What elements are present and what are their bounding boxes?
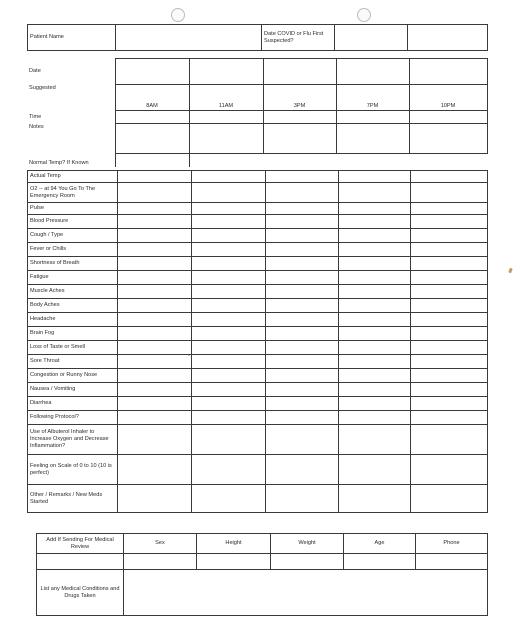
symptom-entry-cell[interactable] (192, 171, 266, 183)
age-header: Age (344, 534, 416, 554)
symptom-entry-cell[interactable] (266, 383, 339, 397)
symptom-entry-cell[interactable] (411, 299, 488, 313)
symptom-label: Body Aches (28, 299, 118, 313)
symptom-entry-cell[interactable] (192, 299, 266, 313)
symptom-entry-cell[interactable] (411, 369, 488, 383)
symptom-label: Nausea / Vomiting (28, 383, 118, 397)
symptom-entry-cell[interactable] (411, 485, 488, 513)
medical-review-table (36, 533, 488, 616)
symptom-entry-cell[interactable] (411, 285, 488, 299)
patient-name-label: Patient Name (28, 25, 116, 51)
symptom-label: Blood Pressure (28, 215, 118, 229)
symptom-entry-cell[interactable] (411, 425, 488, 455)
symptom-label: Diarrhea (28, 397, 118, 411)
symptom-entry-cell[interactable] (192, 203, 266, 215)
symptom-entry-cell[interactable] (266, 327, 339, 341)
symptom-entry-cell[interactable] (192, 383, 266, 397)
symptom-entry-cell[interactable] (192, 215, 266, 229)
symptom-entry-cell[interactable] (118, 285, 192, 299)
symptom-label: Actual Temp (28, 171, 118, 183)
symptom-entry-cell[interactable] (266, 313, 339, 327)
symptom-entry-cell[interactable] (192, 327, 266, 341)
symptom-entry-cell[interactable] (118, 257, 192, 271)
sex-field[interactable] (124, 554, 197, 570)
symptom-entry-cell[interactable] (411, 257, 488, 271)
time-cell[interactable] (336, 111, 409, 124)
symptom-row (28, 299, 488, 313)
date-cell[interactable] (409, 59, 487, 85)
symptom-label: O2 -- at 94 You Go To The Emergency Room (28, 183, 118, 203)
time-10pm: 10PM (409, 85, 487, 111)
symptom-entry-cell[interactable] (118, 425, 192, 455)
symptom-entry-cell[interactable] (339, 485, 411, 513)
symptom-row (28, 229, 488, 243)
symptom-entry-cell[interactable] (339, 299, 411, 313)
symptom-entry-cell[interactable] (118, 271, 192, 285)
symptom-label: Other / Remarks / New Meds Started (28, 485, 118, 513)
time-cell[interactable] (189, 111, 263, 124)
symptom-entry-cell[interactable] (411, 203, 488, 215)
time-label: Time (29, 113, 42, 120)
notes-cell[interactable] (189, 124, 263, 154)
symptom-entry-cell[interactable] (266, 411, 339, 425)
symptom-row (28, 397, 488, 411)
sex-header: Sex (124, 534, 197, 554)
symptom-row (28, 203, 488, 215)
symptom-entry-cell[interactable] (339, 203, 411, 215)
symptom-entry-cell[interactable] (118, 355, 192, 369)
schedule-table (27, 58, 488, 167)
symptom-entry-cell[interactable] (118, 397, 192, 411)
symptom-entry-cell[interactable] (118, 229, 192, 243)
time-3pm: 3PM (263, 85, 336, 111)
symptom-row (28, 425, 488, 455)
normal-temp-label: Normal Temp? If Known (29, 159, 89, 166)
symptom-entry-cell[interactable] (118, 341, 192, 355)
date-cell[interactable] (189, 59, 263, 85)
symptom-row (28, 369, 488, 383)
symptom-row (28, 313, 488, 327)
date-cell[interactable] (263, 59, 336, 85)
notes-cell[interactable] (336, 124, 409, 154)
time-11am: 11AM (189, 85, 263, 111)
symptom-entry-cell[interactable] (411, 271, 488, 285)
symptom-entry-cell[interactable] (339, 425, 411, 455)
phone-header: Phone (416, 534, 488, 554)
symptom-entry-cell[interactable] (266, 257, 339, 271)
symptom-entry-cell[interactable] (266, 397, 339, 411)
symptom-entry-cell[interactable] (118, 243, 192, 257)
symptom-entry-cell[interactable] (118, 171, 192, 183)
symptom-entry-cell[interactable] (411, 397, 488, 411)
symptom-entry-cell[interactable] (192, 243, 266, 257)
symptom-row (28, 455, 488, 485)
symptom-entry-cell[interactable] (339, 355, 411, 369)
symptom-entry-cell[interactable] (118, 369, 192, 383)
symptom-entry-cell[interactable] (192, 397, 266, 411)
symptom-row (28, 485, 488, 513)
symptom-entry-cell[interactable] (192, 355, 266, 369)
symptom-entry-cell[interactable] (339, 183, 411, 203)
suggested-label: Suggested (29, 84, 56, 91)
symptom-entry-cell[interactable] (411, 171, 488, 183)
symptom-row (28, 257, 488, 271)
symptom-entry-cell[interactable] (266, 203, 339, 215)
date-cell[interactable] (336, 59, 409, 85)
time-cell[interactable] (409, 111, 487, 124)
medical-review-label: Add If Sending For Medical Review (37, 534, 124, 554)
symptom-entry-cell[interactable] (339, 455, 411, 485)
time-8am: 8AM (115, 85, 189, 111)
symptom-entry-cell[interactable] (266, 215, 339, 229)
symptom-entry-cell[interactable] (192, 285, 266, 299)
punch-hole-right (357, 8, 371, 22)
symptom-row (28, 285, 488, 299)
symptom-entry-cell[interactable] (266, 355, 339, 369)
symptom-entry-cell[interactable] (411, 313, 488, 327)
symptom-row (28, 341, 488, 355)
symptom-entry-cell[interactable] (118, 299, 192, 313)
date-label: Date (29, 68, 41, 74)
symptom-label: Headache (28, 313, 118, 327)
covid-suspected-label: Date COVID or Flu First Suspected? (262, 25, 335, 51)
covid-date-field[interactable] (335, 25, 408, 51)
symptom-entry-cell[interactable] (339, 243, 411, 257)
symptom-entry-cell[interactable] (266, 171, 339, 183)
symptom-label: Loss of Taste or Smell (28, 341, 118, 355)
height-header: Height (197, 534, 271, 554)
symptom-row (28, 243, 488, 257)
symptom-row (28, 383, 488, 397)
patient-name-field[interactable] (116, 25, 262, 51)
symptom-entry-cell[interactable] (118, 455, 192, 485)
symptom-entry-cell[interactable] (339, 313, 411, 327)
phone-field[interactable] (416, 554, 488, 570)
symptom-entry-cell[interactable] (339, 215, 411, 229)
symptom-entry-cell[interactable] (411, 341, 488, 355)
symptom-entry-cell[interactable] (192, 257, 266, 271)
symptom-entry-cell[interactable] (411, 229, 488, 243)
symptom-entry-cell[interactable] (266, 243, 339, 257)
medical-conditions-label: List any Medical Conditions and Drugs Taken (37, 570, 124, 616)
symptom-row (28, 183, 488, 203)
symptom-entry-cell[interactable] (339, 369, 411, 383)
symptom-entry-cell[interactable] (118, 411, 192, 425)
covid-extra-field[interactable] (408, 25, 488, 51)
symptom-row (28, 271, 488, 285)
notes-cell[interactable] (409, 124, 487, 154)
symptom-grid (27, 170, 488, 513)
symptom-entry-cell[interactable] (118, 203, 192, 215)
symptom-entry-cell[interactable] (411, 243, 488, 257)
symptom-entry-cell[interactable] (339, 285, 411, 299)
symptom-label: Cough / Type (28, 229, 118, 243)
symptom-label: Following Protocol? (28, 411, 118, 425)
symptom-entry-cell[interactable] (192, 183, 266, 203)
symptom-entry-cell[interactable] (192, 313, 266, 327)
weight-field[interactable] (271, 554, 344, 570)
symptom-entry-cell[interactable] (339, 229, 411, 243)
symptom-entry-cell[interactable] (411, 355, 488, 369)
symptom-label: Fatigue (28, 271, 118, 285)
symptom-label: Congestion or Runny Nose (28, 369, 118, 383)
symptom-entry-cell[interactable] (192, 411, 266, 425)
symptom-entry-cell[interactable] (118, 183, 192, 203)
symptom-entry-cell[interactable] (192, 455, 266, 485)
symptom-entry-cell[interactable] (339, 411, 411, 425)
symptom-entry-cell[interactable] (339, 397, 411, 411)
symptom-entry-cell[interactable] (118, 485, 192, 513)
symptom-label: Shortness of Breath (28, 257, 118, 271)
symptom-entry-cell[interactable] (411, 383, 488, 397)
symptom-entry-cell[interactable] (339, 383, 411, 397)
symptom-label: Brain Fog (28, 327, 118, 341)
symptom-entry-cell[interactable] (411, 215, 488, 229)
notes-label: Notes (29, 123, 44, 130)
punch-hole-left (171, 8, 185, 22)
symptom-label: Muscle Aches (28, 285, 118, 299)
symptom-row (28, 215, 488, 229)
symptom-entry-cell[interactable] (266, 341, 339, 355)
symptom-entry-cell[interactable] (192, 229, 266, 243)
symptom-row (28, 355, 488, 369)
symptom-row (28, 171, 488, 183)
symptom-entry-cell[interactable] (266, 229, 339, 243)
symptom-label: Fever or Chills (28, 243, 118, 257)
symptom-entry-cell[interactable] (266, 425, 339, 455)
symptom-entry-cell[interactable] (192, 485, 266, 513)
symptom-entry-cell[interactable] (118, 215, 192, 229)
symptom-entry-cell[interactable] (192, 369, 266, 383)
normal-temp-field[interactable] (115, 154, 189, 167)
symptom-row (28, 411, 488, 425)
symptom-entry-cell[interactable] (266, 183, 339, 203)
symptom-label: Feeling on Scale of 0 to 10 (10 is perfect) (28, 455, 118, 485)
symptom-row (28, 327, 488, 341)
time-cell[interactable] (263, 111, 336, 124)
symptom-entry-cell[interactable] (411, 327, 488, 341)
age-field[interactable] (344, 554, 416, 570)
symptom-entry-cell[interactable] (266, 299, 339, 313)
symptom-entry-cell[interactable] (411, 455, 488, 485)
symptom-entry-cell[interactable] (339, 257, 411, 271)
time-7pm: 7PM (336, 85, 409, 111)
paper-speck (508, 268, 513, 274)
symptom-entry-cell[interactable] (411, 183, 488, 203)
medical-conditions-field[interactable] (124, 570, 488, 616)
symptom-entry-cell[interactable] (118, 327, 192, 341)
symptom-entry-cell[interactable] (266, 285, 339, 299)
review-cell[interactable] (37, 554, 124, 570)
symptom-label: Pulse (28, 203, 118, 215)
height-field[interactable] (197, 554, 271, 570)
symptom-label: Use of Albuterol Inhaler to Increase Oxygen and Decrease Inflammation? (28, 425, 118, 455)
symptom-entry-cell[interactable] (266, 455, 339, 485)
symptom-entry-cell[interactable] (266, 369, 339, 383)
patient-header-table (27, 24, 488, 51)
time-cell[interactable] (115, 111, 189, 124)
symptom-entry-cell[interactable] (192, 425, 266, 455)
symptom-entry-cell[interactable] (266, 485, 339, 513)
symptom-entry-cell[interactable] (411, 411, 488, 425)
symptom-entry-cell[interactable] (118, 313, 192, 327)
notes-cell[interactable] (115, 124, 189, 154)
symptom-entry-cell[interactable] (266, 271, 339, 285)
symptom-entry-cell[interactable] (118, 383, 192, 397)
symptom-entry-cell[interactable] (192, 271, 266, 285)
weight-header: Weight (271, 534, 344, 554)
date-cell[interactable] (115, 59, 189, 85)
symptom-entry-cell[interactable] (339, 171, 411, 183)
symptom-entry-cell[interactable] (339, 271, 411, 285)
symptom-entry-cell[interactable] (339, 341, 411, 355)
symptom-label: Sore Throat (28, 355, 118, 369)
notes-cell[interactable] (263, 124, 336, 154)
symptom-entry-cell[interactable] (192, 341, 266, 355)
symptom-entry-cell[interactable] (339, 327, 411, 341)
